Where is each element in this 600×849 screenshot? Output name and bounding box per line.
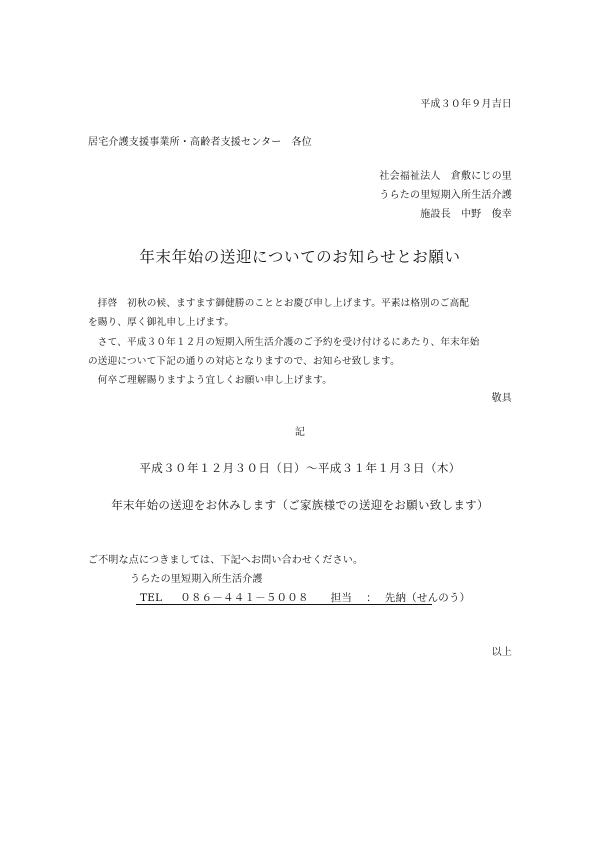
sender-organization: 社会福祉法人 倉敷にじの里 [379, 171, 512, 182]
contact-tel-line [140, 591, 470, 605]
staff-colon: ： [366, 592, 377, 604]
staff-label: 担当 [330, 592, 353, 604]
tel-underline [136, 604, 432, 605]
body-line: を賜り、厚く御礼申し上げます。 [88, 317, 235, 328]
body-line: さて、平成３０年１２月の短期入所生活介護のご予約を受け付けるにあたり、年末年始 [88, 337, 480, 348]
body-line: 何卒ご理解賜りますよう宜しくお願い申し上げます。 [88, 375, 333, 386]
sender-facility: うらたの里短期入所生活介護 [379, 190, 512, 201]
tel-number: ０８６－４４１－５００８ [180, 592, 309, 604]
recipients: 居宅介護支援事業所・高齢者支援センター 各位 [88, 137, 312, 148]
ki-heading: 記 [294, 427, 306, 438]
inquiry-text: ご不明な点につきましては、下記へお問い合わせください。 [88, 555, 364, 566]
end-ijou: 以上 [491, 647, 512, 658]
body-line: 拝啓 初秋の候、ますます御健勝のこととお慶び申し上げます。平素は格別のご高配 [88, 298, 470, 309]
document-date: 平成３０年９月吉日 [420, 99, 512, 110]
closure-period: 平成３０年１２月３０日（日）～平成３１年１月３日（木） [139, 461, 461, 475]
sender-head: 施設長 中野 俊幸 [420, 209, 512, 220]
contact-facility: うらたの里短期入所生活介護 [130, 574, 263, 585]
closure-notice: 年末年始の送迎をお休みします（ご家族様での送迎をお願い致します） [111, 498, 489, 512]
closing-keigu: 敬具 [491, 393, 512, 404]
body-line: の送迎について下記の通りの対応となりますので、お知らせ致します。 [88, 356, 400, 367]
tel-label: TEL [140, 592, 163, 604]
document-title: 年末年始の送迎についてのお知らせとお願い [139, 248, 461, 266]
staff-name: 先納（せんのう） [384, 592, 471, 604]
